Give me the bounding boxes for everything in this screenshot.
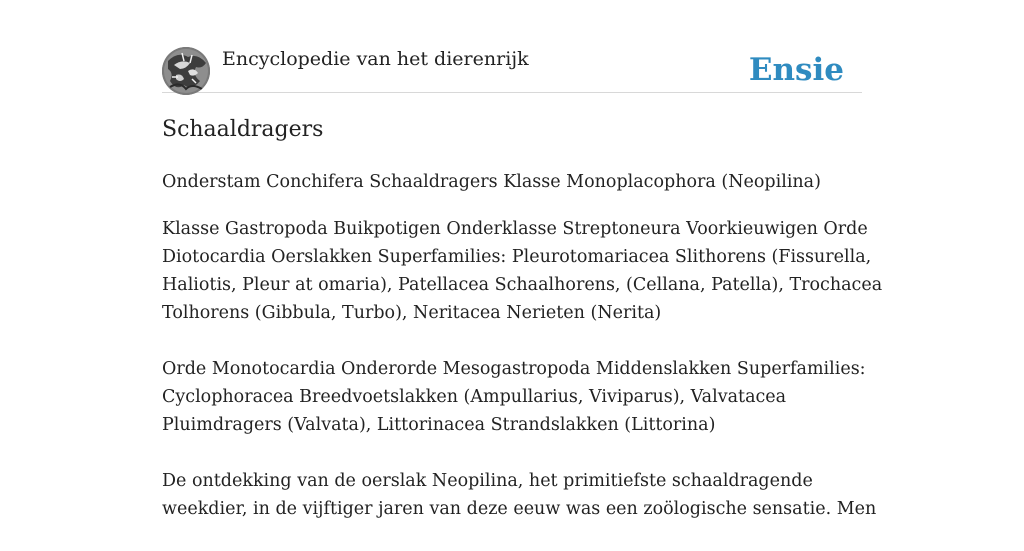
brand-logo[interactable]: Ensie: [748, 52, 844, 88]
paragraph-line: Orde Monotocardia Onderorde Mesogastropoda Middenslakken Superfamilies:: [162, 359, 866, 379]
paragraph-line: Haliotis, Pleur at omaria), Patellacea Schaalhorens, (Cellana, Patella), Trochacea: [162, 275, 883, 295]
paragraph-line: Pluimdragers (Valvata), Littorinacea Strandslakken (Littorina): [162, 415, 716, 435]
article-body: [162, 215, 883, 551]
article-paragraph: [162, 355, 866, 439]
publication-avatar-icon[interactable]: [162, 47, 210, 95]
page-title: Schaaldragers: [162, 117, 324, 142]
article-page: [162, 0, 883, 519]
publication-header: [162, 46, 862, 93]
article-paragraph: [162, 467, 877, 523]
paragraph-line: Cyclophoracea Breedvoetslakken (Ampullarius, Viviparus), Valvatacea: [162, 387, 787, 407]
paragraph-line: Klasse Gastropoda Buikpotigen Onderklasse Streptoneura Voorkieuwigen Orde: [162, 219, 868, 239]
paragraph-line: weekdier, in de vijftiger jaren van deze eeuw was een zoölogische sensatie. Men: [162, 499, 877, 519]
avatar-image: [162, 47, 210, 95]
paragraph-line: Diotocardia Oerslakken Superfamilies: Pleurotomariacea Slithorens (Fissurella,: [162, 247, 872, 267]
article-subtitle: Onderstam Conchifera Schaaldragers Klasse Monoplacophora (Neopilina): [162, 172, 821, 192]
paragraph-line: Tolhorens (Gibbula, Turbo), Neritacea Nerieten (Nerita): [162, 303, 662, 323]
paragraph-line: De ontdekking van de oerslak Neopilina, het primitiefste schaaldragende: [162, 471, 813, 491]
article-paragraph: [162, 215, 883, 327]
publication-name[interactable]: Encyclopedie van het dierenrijk: [222, 48, 529, 70]
